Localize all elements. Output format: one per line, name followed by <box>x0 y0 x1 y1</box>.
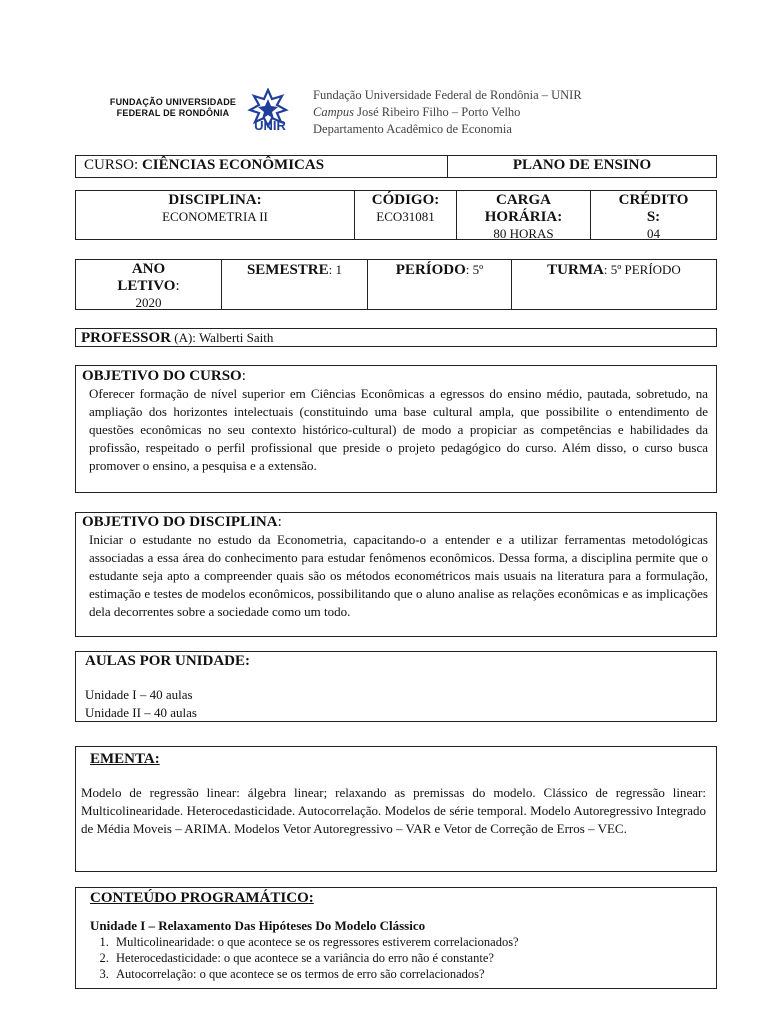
year-colon: : <box>175 278 180 294</box>
course-row <box>75 155 717 178</box>
discipline-cell <box>76 192 354 239</box>
program-title: CONTEÚDO PROGRAMÁTICO: <box>90 890 314 906</box>
unit-1-topic: 3. Autocorrelação: o que acontece se os termos de erro são correlacionados? <box>112 966 708 982</box>
year-label-2: LETIVO <box>117 278 176 294</box>
discipline-objective-text: Iniciar o estudante no estudo da Econometria, capacitando-o a entender e a utilizar ferramentas metodológicas associadas a essa área do conhecimento para estudar fenômenos econômicos. Dessa forma, a disciplina permite que o estudante seja apto a compreender quais são os métodos econométricos mais usuais na literatura para a formulação, estimação e testes de modelos econômicos, possibilitando que o aluno analise as relações econômicas e as implicações dela decorrentes sobre a sociedade como um todo. <box>89 532 708 619</box>
unit-1-title: Unidade I – Relaxamento Das Hipóteses Do Modelo Clássico <box>90 918 426 933</box>
professor-value: (A): Walberti Saith <box>171 330 274 345</box>
course-objective-title: OBJETIVO DO CURSO <box>82 368 242 384</box>
unir-star-logo-icon <box>246 88 294 132</box>
year-cell <box>76 261 221 309</box>
period-value: : 5º <box>465 262 484 277</box>
course-value: CIÊNCIAS ECONÔMICAS <box>141 157 325 173</box>
professor-label: PROFESSOR <box>81 330 172 346</box>
code-value: ECO31081 <box>376 209 435 224</box>
plan-title: PLANO DE ENSINO <box>512 157 652 173</box>
class-label: TURMA <box>547 262 604 278</box>
credit-label-1: CRÉDITO <box>618 192 689 208</box>
institution-name: Fundação Universidade Federal de Rondônia – UNIR <box>313 88 582 102</box>
classes-item-2: Unidade II – 40 aulas <box>85 705 197 720</box>
department-name: Departamento Acadêmico de Economia <box>313 122 512 136</box>
hours-label-1: CARGA <box>496 192 551 208</box>
discipline-row <box>75 190 717 240</box>
classes-per-unit-section <box>75 651 717 722</box>
discipline-objective-colon: : <box>277 514 282 530</box>
discipline-objective-section <box>75 512 717 637</box>
hours-label-2: HORÁRIA: <box>484 209 563 225</box>
code-label: CÓDIGO: <box>371 192 440 208</box>
unit-1-topic-list <box>90 934 708 982</box>
unit-1-topic: 2. Heterocedasticidade: o que acontece se a variância do erro não é constante? <box>112 950 708 966</box>
class-value: : 5º PERÍODO <box>603 262 681 277</box>
logo-mark-text: UNIR <box>254 118 286 132</box>
credit-value: 04 <box>647 226 660 241</box>
course-label: CURSO: <box>84 157 142 173</box>
ementa-text: Modelo de regressão linear: álgebra linear; relaxando as premissas do modelo. Clássico de regressão linear: Multicolinearidade. Heterocedasticidade. Autocorrelação. Modelos de série temporal. Modelo Autoregressivo Integrado de Média Moveis – ARIMA. Modelos Vetor Autoregressivo – VAR e Vetor de Correção de Erros – VEC. <box>81 785 706 836</box>
year-label-1: ANO <box>131 261 166 277</box>
period-cell <box>368 261 511 309</box>
semester-cell <box>222 261 367 309</box>
campus-line <box>313 104 693 121</box>
campus-name: José Ribeiro Filho – Porto Velho <box>353 105 521 119</box>
institution-info <box>313 87 693 138</box>
discipline-objective-title: OBJETIVO DO DISCIPLINA <box>82 514 278 530</box>
logo-line-2: FEDERAL DE RONDÔNIA <box>116 108 230 118</box>
semester-label: SEMESTRE <box>246 262 329 278</box>
credit-cell <box>591 192 716 239</box>
ementa-title: EMENTA: <box>90 751 160 767</box>
hours-cell <box>457 192 590 239</box>
course-cell <box>84 157 446 177</box>
unit-1-topic: 1. Multicolinearidade: o que acontece se os regressores estiverem correlacionados? <box>112 934 708 950</box>
year-row <box>75 259 717 310</box>
professor-row <box>75 328 717 347</box>
class-cell <box>512 261 716 309</box>
classes-title: AULAS POR UNIDADE: <box>85 653 251 669</box>
university-logo-text <box>100 97 246 119</box>
course-objective-colon: : <box>241 368 246 384</box>
semester-value: : 1 <box>328 262 343 277</box>
logo-line-1: FUNDAÇÃO UNIVERSIDADE <box>109 97 237 107</box>
program-content-section <box>75 887 717 989</box>
ementa-section <box>75 746 717 872</box>
period-label: PERÍODO <box>395 262 466 278</box>
code-cell <box>355 192 456 239</box>
campus-word: Campus <box>313 105 354 119</box>
credit-label-2: S: <box>646 209 661 225</box>
hours-value: 80 HORAS <box>493 226 554 241</box>
course-objective-section <box>75 365 717 493</box>
course-objective-text: Oferecer formação de nível superior em Ciências Econômicas a egressos do ensino médio, pautada, sobretudo, na ampliação dos horizontes intelectuais (constituindo uma base cultural ampla, que possibilite o entendimento de questões econômicas no seu contexto histórico-cultural) de modo a propiciar as competências e habilidades da profissão, respeitado o perfil profissional que preside o projeto pedagógico do curso. Além disso, o curso busca promover o ensino, a pesquisa e a extensão. <box>89 386 708 473</box>
year-value: 2020 <box>135 295 162 310</box>
classes-item-1: Unidade I – 40 aulas <box>85 687 193 702</box>
discipline-value: ECONOMETRIA II <box>162 209 268 224</box>
discipline-label: DISCIPLINA: <box>168 192 262 208</box>
